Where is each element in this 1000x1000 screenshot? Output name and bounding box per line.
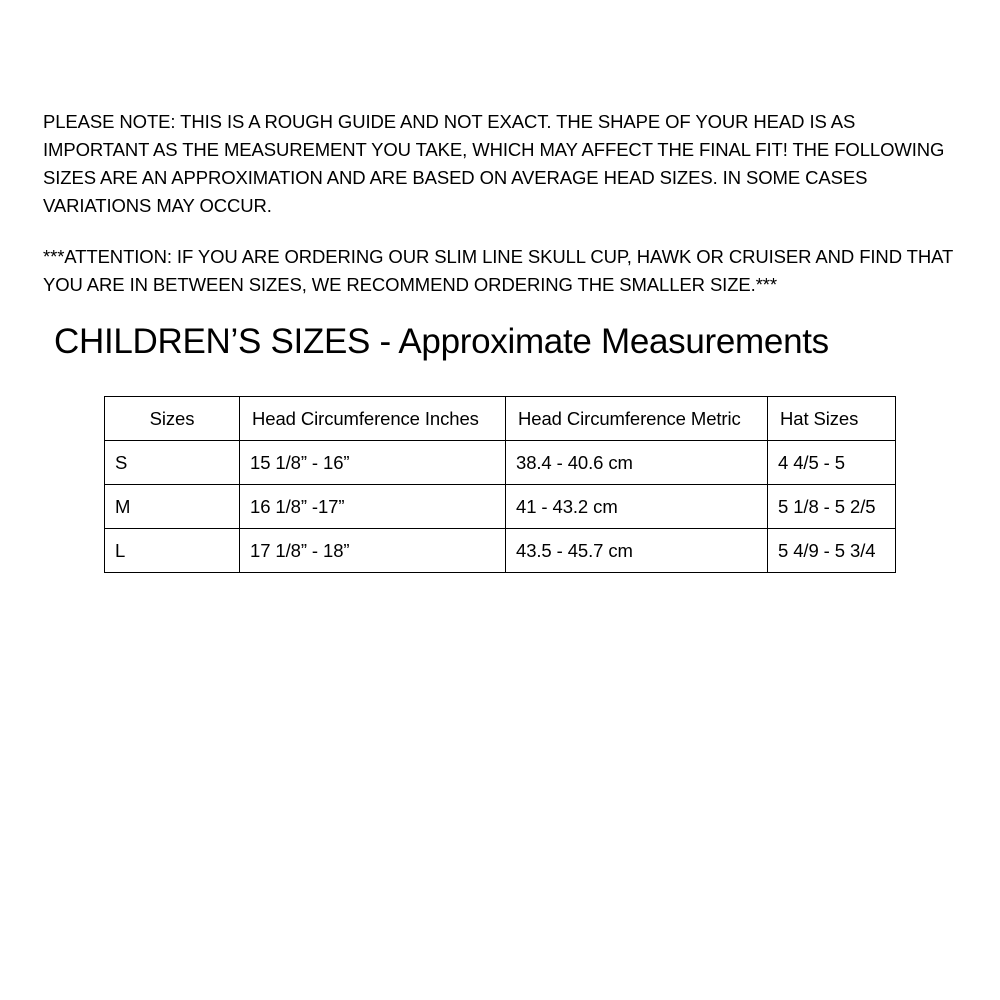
note-general: PLEASE NOTE: THIS IS A ROUGH GUIDE AND NOT EXACT. THE SHAPE OF YOUR HEAD IS AS IMPORTANT AS THE MEASUREMENT YOU TAKE, WHICH MAY AFFECT THE FINAL FIT! THE FOLLOWING SIZES ARE AN APPROXIMATION AND ARE BASED ON AVERAGE HEAD SIZES. IN SOME CASES VARIATIONS MAY OCCUR. bbox=[43, 111, 945, 216]
page-title: CHILDREN’S SIZES - Approximate Measurements bbox=[54, 322, 829, 361]
column-header-hat-sizes: Hat Sizes bbox=[768, 397, 896, 441]
cell-inches: 15 1/8” - 16” bbox=[240, 441, 506, 485]
cell-metric: 43.5 - 45.7 cm bbox=[506, 529, 768, 573]
size-table bbox=[104, 396, 896, 573]
cell-inches: 17 1/8” - 18” bbox=[240, 529, 506, 573]
cell-size: S bbox=[105, 441, 240, 485]
notes-section bbox=[43, 108, 955, 299]
cell-metric: 41 - 43.2 cm bbox=[506, 485, 768, 529]
table-body bbox=[105, 441, 896, 573]
table-header bbox=[105, 397, 896, 441]
column-header-metric: Head Circumference Metric bbox=[506, 397, 768, 441]
table-row bbox=[105, 529, 896, 573]
cell-hat-size: 4 4/5 - 5 bbox=[768, 441, 896, 485]
table-row bbox=[105, 441, 896, 485]
table-row bbox=[105, 485, 896, 529]
cell-hat-size: 5 1/8 - 5 2/5 bbox=[768, 485, 896, 529]
column-header-inches: Head Circumference Inches bbox=[240, 397, 506, 441]
cell-size: M bbox=[105, 485, 240, 529]
table-header-row bbox=[105, 397, 896, 441]
cell-metric: 38.4 - 40.6 cm bbox=[506, 441, 768, 485]
column-header-sizes: Sizes bbox=[105, 397, 240, 441]
cell-size: L bbox=[105, 529, 240, 573]
note-attention: ***ATTENTION: IF YOU ARE ORDERING OUR SLIM LINE SKULL CUP, HAWK OR CRUISER AND FIND THAT YOU ARE IN BETWEEN SIZES, WE RECOMMEND ORDERING THE SMALLER SIZE.*** bbox=[43, 246, 953, 295]
cell-inches: 16 1/8” -17” bbox=[240, 485, 506, 529]
size-table-wrapper bbox=[104, 396, 895, 573]
cell-hat-size: 5 4/9 - 5 3/4 bbox=[768, 529, 896, 573]
